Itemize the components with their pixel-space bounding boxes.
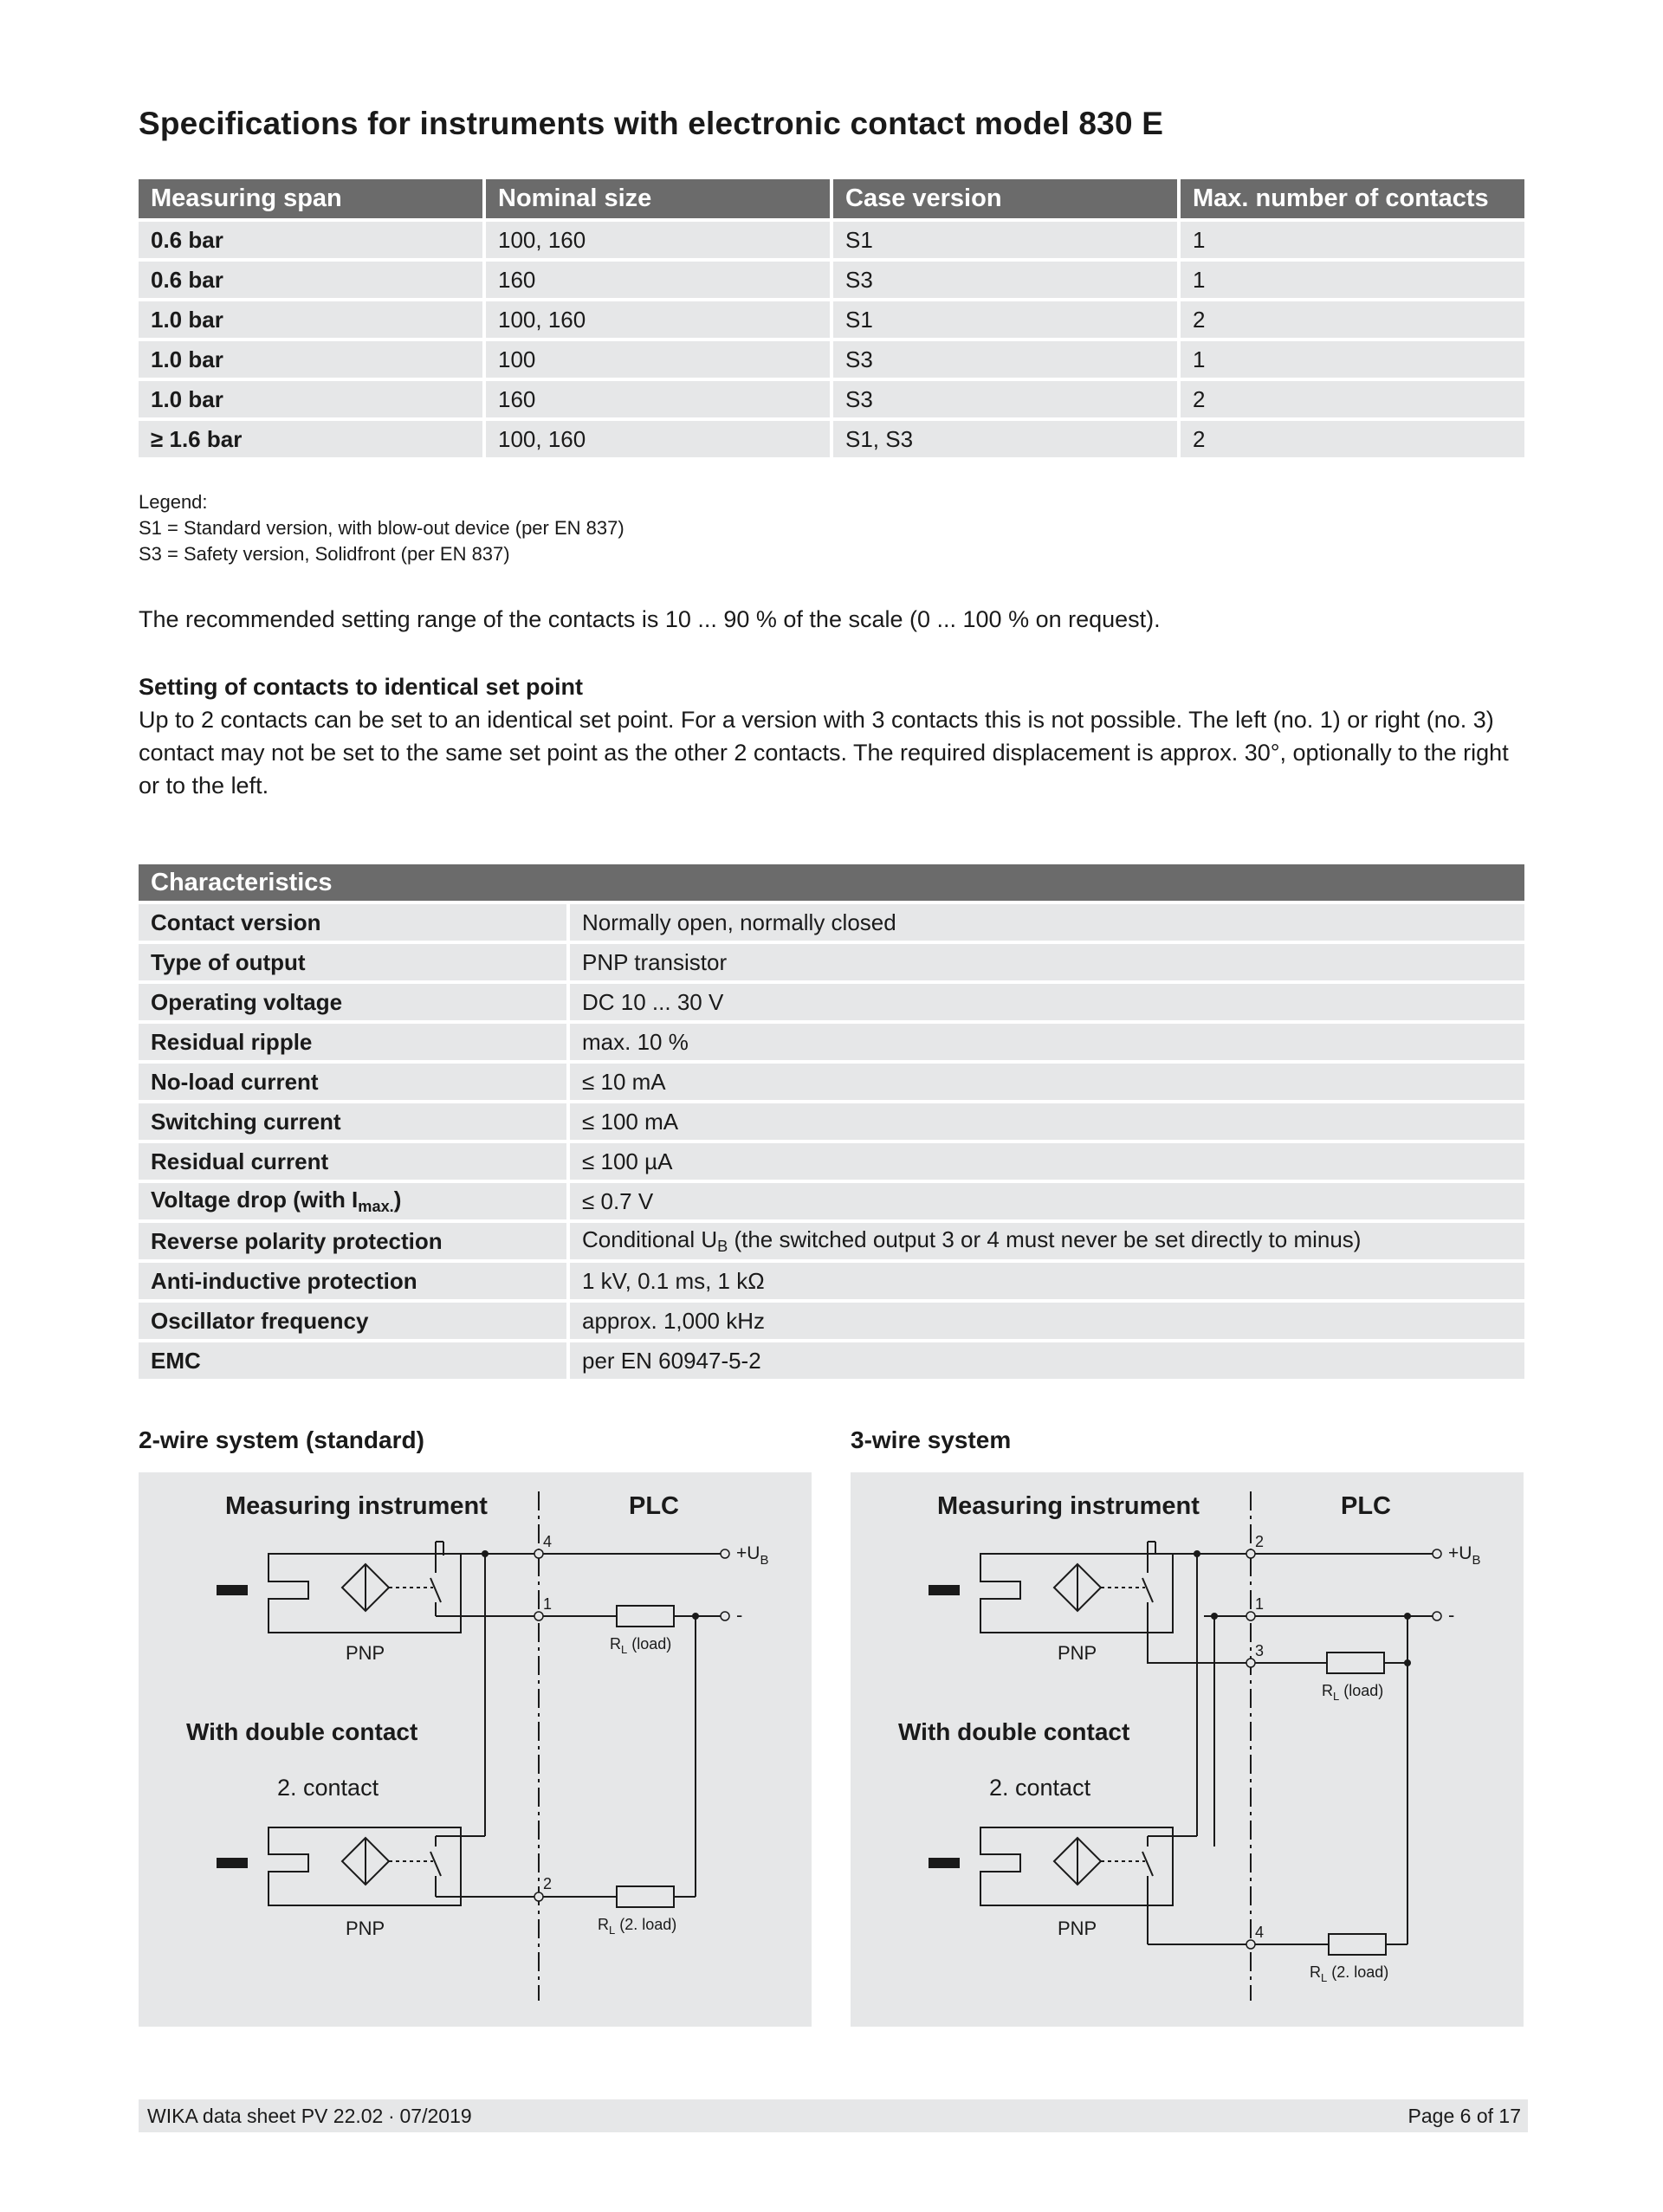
table-row xyxy=(139,1064,1524,1100)
table-cell: S3 xyxy=(833,262,1177,298)
table-cell: S1 xyxy=(833,222,1177,258)
diagram-3wire-title: 3-wire system xyxy=(851,1426,1012,1453)
char-value: Normally open, normally closed xyxy=(570,904,1524,941)
second-contact-label: 2. contact xyxy=(989,1775,1091,1801)
ub-label: $+U_B$ xyxy=(1448,1543,1481,1568)
table-cell: 100, 160 xyxy=(486,421,830,457)
legend-s1: S1 = Standard version, with blow-out device (per EN 837) xyxy=(139,517,624,539)
table-cell: 160 xyxy=(486,381,830,417)
table-row xyxy=(139,1303,1524,1339)
table-cell: 1.0 bar xyxy=(139,341,482,378)
rl-load-label: $R_L$ (load) xyxy=(1322,1682,1384,1703)
char-value: max. 10 % xyxy=(570,1024,1524,1060)
table-row xyxy=(139,1342,1524,1379)
table-cell: S3 xyxy=(833,341,1177,378)
minus-label: - xyxy=(1448,1604,1455,1626)
legend-title: Legend: xyxy=(139,491,208,513)
second-contact-label: 2. contact xyxy=(277,1775,379,1801)
table-cell: S3 xyxy=(833,381,1177,417)
spec-table-header xyxy=(139,179,1524,218)
column-header: Max. number of contacts xyxy=(1181,179,1524,218)
table-row xyxy=(139,1263,1524,1299)
char-label-sub: max. xyxy=(358,1198,394,1215)
setting-range-text: The recommended setting range of the contacts is 10 ... 90 % of the scale (0 ... 100 % on request). xyxy=(139,606,1161,632)
char-value: DC 10 ... 30 V xyxy=(570,984,1524,1020)
char-value-sub: B xyxy=(717,1238,728,1255)
terminal-2: 2 xyxy=(543,1875,553,1892)
char-label: No-load current xyxy=(139,1064,566,1100)
table-cell: ≥ 1.6 bar xyxy=(139,421,482,457)
char-label: Operating voltage xyxy=(139,984,566,1020)
characteristics-header: Characteristics xyxy=(139,864,1524,901)
pnp-label-2: PNP xyxy=(346,1918,385,1939)
column-header: Case version xyxy=(833,179,1177,218)
char-label: EMC xyxy=(139,1342,566,1379)
table-row xyxy=(139,984,1524,1020)
table-row xyxy=(139,301,1524,338)
wiring-diagram-2wire xyxy=(139,1472,812,2027)
char-label-end: ) xyxy=(393,1187,402,1213)
table-cell: 2 xyxy=(1181,421,1524,457)
rl-load-label: $R_L$ (load) xyxy=(610,1635,672,1656)
char-label: Residual ripple xyxy=(139,1024,566,1060)
char-label: Residual current xyxy=(139,1143,566,1180)
double-contact-label: With double contact xyxy=(898,1718,1130,1745)
table-cell: 1 xyxy=(1181,341,1524,378)
instrument-label: Measuring instrument xyxy=(225,1492,488,1520)
table-row xyxy=(139,1143,1524,1180)
char-value-end: (the switched output 3 or 4 must never be set directly to minus) xyxy=(728,1226,1362,1252)
table-cell: S1, S3 xyxy=(833,421,1177,457)
table-cell: 1.0 bar xyxy=(139,381,482,417)
table-row xyxy=(139,1223,1524,1259)
terminal-2: 2 xyxy=(1255,1533,1265,1550)
wiring-diagram-3wire xyxy=(851,1472,1524,2027)
legend xyxy=(139,489,624,567)
pnp-label: PNP xyxy=(346,1642,385,1664)
column-header: Nominal size xyxy=(486,179,830,218)
char-label: Anti-inductive protection xyxy=(139,1263,566,1299)
diagram-2wire-title: 2-wire system (standard) xyxy=(139,1426,424,1453)
minus-label: - xyxy=(736,1604,743,1626)
table-row xyxy=(139,1024,1524,1060)
table-cell: 1.0 bar xyxy=(139,301,482,338)
char-label: Switching current xyxy=(139,1103,566,1140)
char-label: Oscillator frequency xyxy=(139,1303,566,1339)
char-label: Contact version xyxy=(139,904,566,941)
table-row xyxy=(139,341,1524,378)
table-cell: 160 xyxy=(486,262,830,298)
table-row xyxy=(139,222,1524,258)
ub-label: $+U_B$ xyxy=(736,1543,769,1568)
legend-s3: S3 = Safety version, Solidfront (per EN 837) xyxy=(139,543,510,565)
char-value: PNP transistor xyxy=(570,944,1524,980)
char-value: per EN 60947-5-2 xyxy=(570,1342,1524,1379)
footer-page-number: Page 6 of 17 xyxy=(1407,2105,1521,2127)
table-row xyxy=(139,421,1524,457)
table-row xyxy=(139,1103,1524,1140)
table-cell: 100 xyxy=(486,341,830,378)
table-cell: 0.6 bar xyxy=(139,262,482,298)
table-cell: 1 xyxy=(1181,222,1524,258)
char-label xyxy=(139,1183,566,1219)
pnp-label: PNP xyxy=(1058,1642,1097,1664)
rl-load2-label: $R_L$ (2. load) xyxy=(1310,1963,1389,1984)
char-label: Reverse polarity protection xyxy=(139,1223,566,1259)
pnp-label-2: PNP xyxy=(1058,1918,1097,1939)
terminal-3: 3 xyxy=(1255,1642,1265,1659)
rl-load2-label: $R_L$ (2. load) xyxy=(598,1916,677,1937)
plc-label: PLC xyxy=(1341,1492,1391,1520)
page-footer xyxy=(139,2099,1528,2132)
table-row xyxy=(139,904,1524,941)
char-value: ≤ 100 mA xyxy=(570,1103,1524,1140)
diagram-3wire xyxy=(851,1472,1524,2027)
char-value: 1 kV, 0.1 ms, 1 kΩ xyxy=(570,1263,1524,1299)
instrument-label: Measuring instrument xyxy=(937,1492,1200,1520)
identical-heading: Setting of contacts to identical set point xyxy=(139,674,584,700)
char-value: ≤ 100 µA xyxy=(570,1143,1524,1180)
terminal-4: 4 xyxy=(543,1533,553,1550)
table-cell: 1 xyxy=(1181,262,1524,298)
terminal-1: 1 xyxy=(1255,1595,1265,1613)
char-value: approx. 1,000 kHz xyxy=(570,1303,1524,1339)
identical-set-point-section xyxy=(139,670,1524,802)
plc-label: PLC xyxy=(629,1492,679,1520)
table-cell: S1 xyxy=(833,301,1177,338)
table-row xyxy=(139,1183,1524,1219)
terminal-4: 4 xyxy=(1255,1924,1265,1941)
column-header: Measuring span xyxy=(139,179,482,218)
char-label: Type of output xyxy=(139,944,566,980)
spec-table xyxy=(135,176,1528,461)
table-row xyxy=(139,262,1524,298)
table-cell: 0.6 bar xyxy=(139,222,482,258)
diagram-2wire xyxy=(139,1472,812,2027)
terminal-1: 1 xyxy=(543,1595,553,1613)
char-label-main: Voltage drop (with I xyxy=(151,1187,359,1213)
table-row xyxy=(139,381,1524,417)
double-contact-label: With double contact xyxy=(186,1718,418,1745)
table-cell: 100, 160 xyxy=(486,222,830,258)
char-value: ≤ 0.7 V xyxy=(570,1183,1524,1219)
page-title: Specifications for instruments with electronic contact model 830 E xyxy=(139,106,1164,141)
char-value: ≤ 10 mA xyxy=(570,1064,1524,1100)
char-value-main: Conditional U xyxy=(582,1226,718,1252)
identical-body: Up to 2 contacts can be set to an identical set point. For a version with 3 contacts this is not possible. The left (no. 1) or right (no. 3) contact may not be set to the same set point as the other 2 contacts. The required displacement is approx. 30°, optionally to the right or to the left. xyxy=(139,707,1509,799)
table-cell: 2 xyxy=(1181,301,1524,338)
table-row xyxy=(139,944,1524,980)
footer-datasheet: WIKA data sheet PV 22.02 ∙ 07/2019 xyxy=(147,2105,472,2127)
characteristics-table xyxy=(135,861,1528,1382)
char-value xyxy=(570,1223,1524,1259)
table-cell: 100, 160 xyxy=(486,301,830,338)
table-cell: 2 xyxy=(1181,381,1524,417)
